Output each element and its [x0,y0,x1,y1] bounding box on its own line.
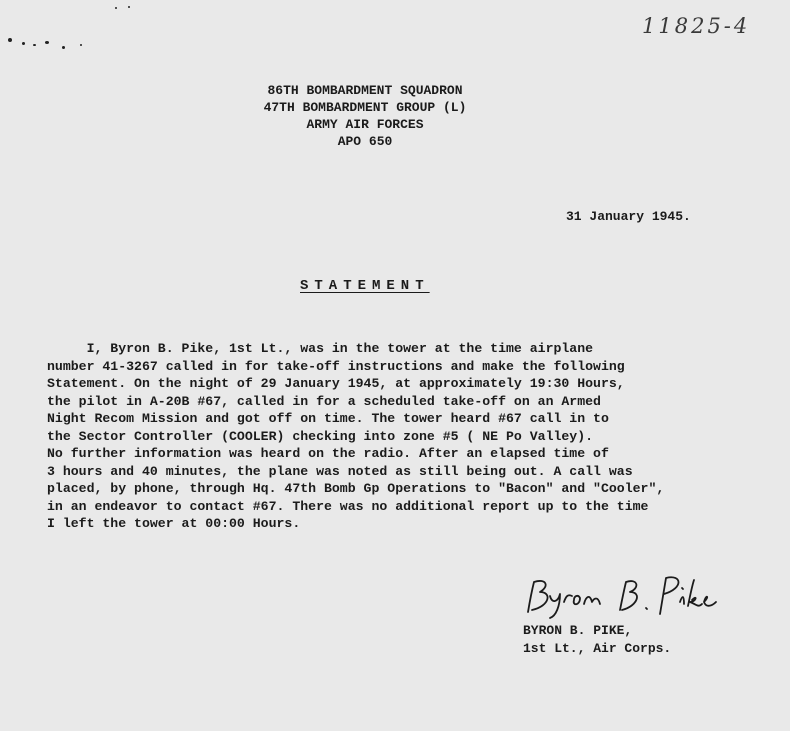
statement-body [47,340,767,533]
scan-speck [62,46,65,49]
body-line: Night Recom Mission and got off on time. The tower heard #67 call in to [47,411,609,426]
body-line: I, Byron B. Pike, 1st Lt., was in the tower at the time airplane [47,341,594,356]
scan-speck [45,41,49,44]
body-line: Statement. On the night of 29 January 1945, at approximately 19:30 Hours, [47,376,625,391]
letterhead-line: 47TH BOMBARDMENT GROUP (L) [263,100,467,115]
body-line: the Sector Controller (COOLER) checking into zone #5 ( NE Po Valley). [47,428,594,444]
body-line: number 41-3267 called in for take-off instructions and make the following [47,358,625,374]
body-line: the pilot in A-20B #67, called in for a scheduled take-off on an Armed [47,393,601,409]
file-number-annotation: 11825-4 [642,14,751,38]
letterhead-line: APO 650 [337,134,393,149]
letterhead-line: 86TH BOMBARDMENT SQUADRON [267,83,463,98]
body-line: in an endeavor to contact #67. There was no additional report up to the time [47,498,649,514]
scan-speck [8,38,12,42]
body-line: I left the tower at 00:00 Hours. [47,516,301,531]
scan-border [790,0,800,731]
document-date: 31 January 1945. [566,209,691,224]
signer-name: BYRON B. PIKE, [523,623,633,638]
signer-rank: 1st Lt., Air Corps. [523,641,672,656]
scan-speck [22,42,25,45]
scan-speck [128,6,130,8]
body-line: No further information was heard on the radio. After an elapsed time of [47,446,609,461]
handwritten-signature [520,572,720,622]
body-line: placed, by phone, through Hq. 47th Bomb Gp Operations to "Bacon" and "Cooler", [47,481,665,496]
letterhead [200,82,530,150]
document-title: STATEMENT [300,278,430,294]
body-line: 3 hours and 40 minutes, the plane was noted as still being out. A call was [47,463,633,479]
scan-speck [33,44,36,46]
scan-speck [80,44,82,46]
signature-block [523,622,671,658]
scan-speck [115,7,117,9]
letterhead-line: ARMY AIR FORCES [306,117,424,132]
